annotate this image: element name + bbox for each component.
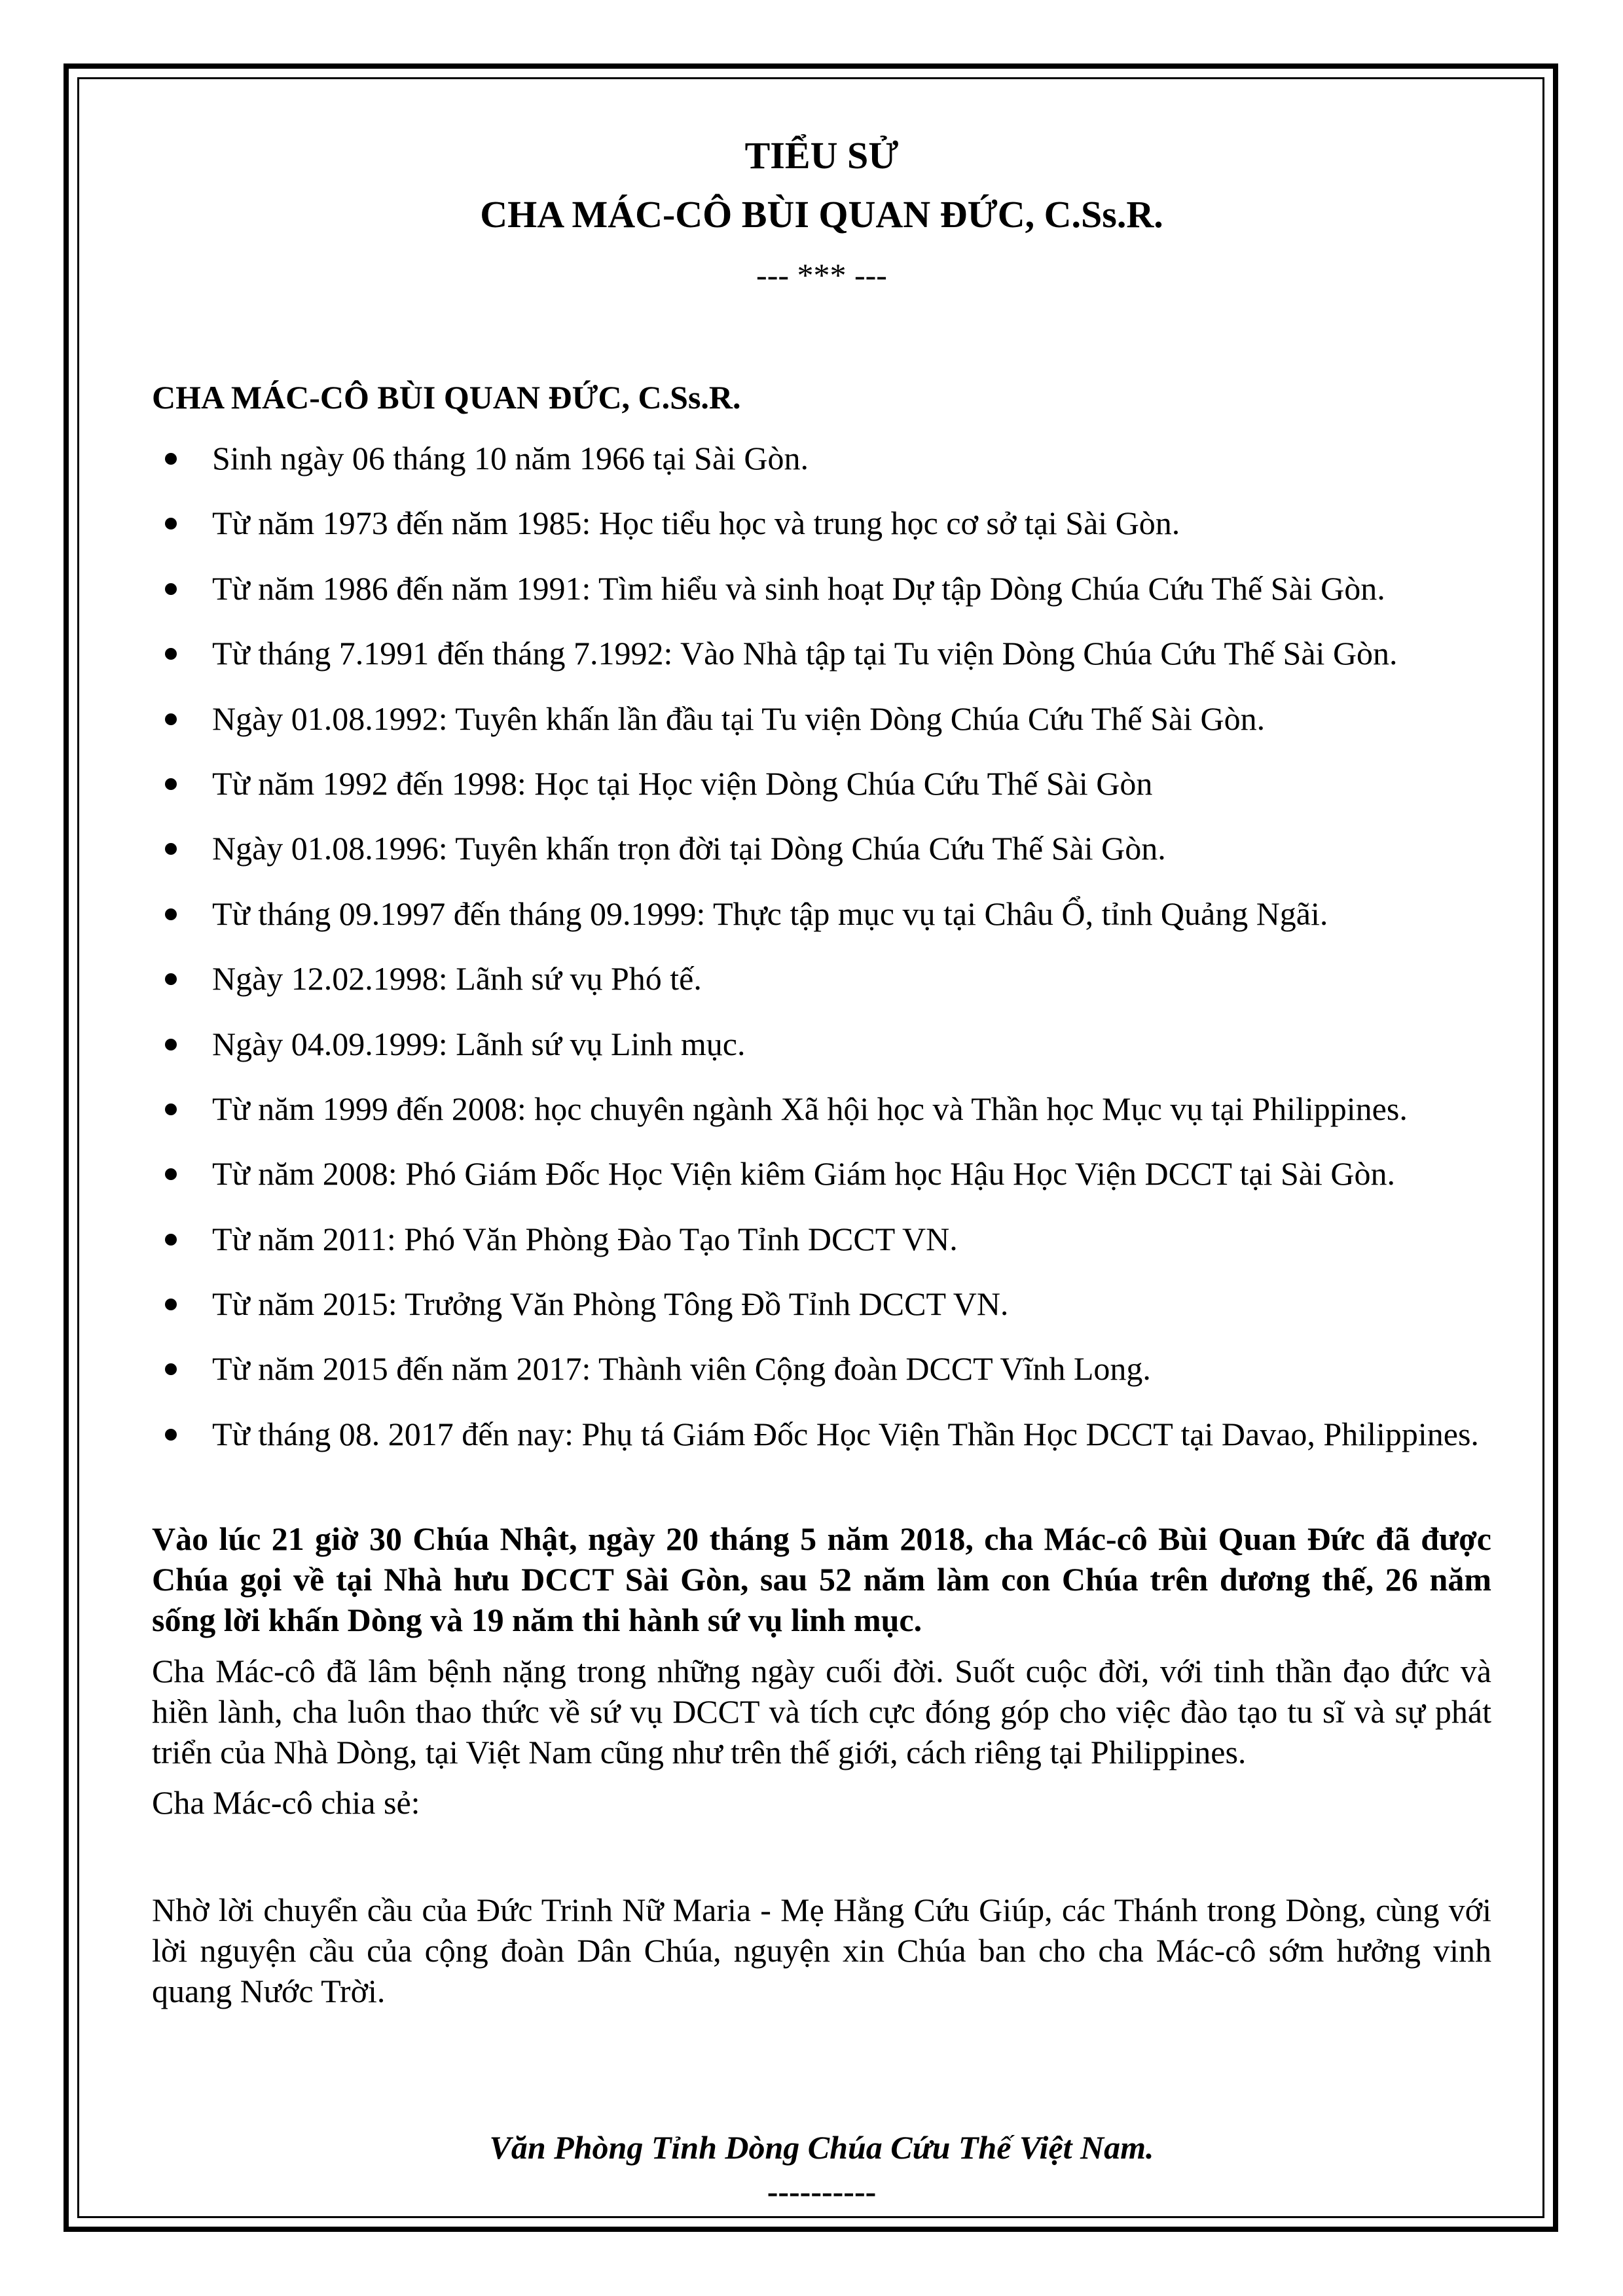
- bullet-icon: [165, 713, 177, 725]
- closing-line: ----------: [767, 2173, 877, 2210]
- list-item: Từ tháng 7.1991 đến tháng 7.1992: Vào Nhà tập tại Tu viện Dòng Chúa Cứu Thế Sài Gòn.: [152, 632, 1491, 674]
- bullet-icon: [165, 1429, 177, 1441]
- list-item: Sinh ngày 06 tháng 10 năm 1966 tại Sài Gòn.: [152, 437, 1491, 479]
- list-item: Từ năm 2008: Phó Giám Đốc Học Viện kiêm Giám học Hậu Học Viện DCCT tại Sài Gòn.: [152, 1153, 1491, 1194]
- body-paragraph: Cha Mác-cô chia sẻ:: [152, 1784, 420, 1821]
- death-announcement: Vào lúc 21 giờ 30 Chúa Nhật, ngày 20 tháng 5 năm 2018, cha Mác-cô Bùi Quan Đức đã được Chúa gọi về tại Nhà hưu DCCT Sài Gòn, sau 52 năm làm con Chúa trên dương thế, 26 năm sống lời khấn Dòng và 19 năm thi hành sứ vụ linh mục.: [152, 1520, 1491, 1638]
- bullet-icon: [165, 908, 177, 920]
- list-item: Ngày 04.09.1999: Lãnh sứ vụ Linh mục.: [152, 1023, 1491, 1065]
- biography-list: [152, 437, 1491, 1478]
- list-item: Ngày 12.02.1998: Lãnh sứ vụ Phó tế.: [152, 958, 1491, 999]
- document-subtitle: CHA MÁC-CÔ BÙI QUAN ĐỨC, C.Ss.R.: [480, 193, 1163, 236]
- bullet-icon: [165, 453, 177, 465]
- bullet-icon: [165, 1234, 177, 1246]
- bullet-icon: [165, 1299, 177, 1310]
- bullet-icon: [165, 1039, 177, 1050]
- title-separator: --- *** ---: [756, 257, 887, 293]
- list-item: Từ năm 1986 đến năm 1991: Tìm hiểu và sinh hoạt Dự tập Dòng Chúa Cứu Thế Sài Gòn.: [152, 567, 1491, 609]
- document-title: TIỂU SỬ: [744, 134, 899, 177]
- bullet-icon: [165, 1103, 177, 1115]
- bullet-icon: [165, 583, 177, 595]
- bullet-icon: [165, 778, 177, 790]
- list-item: Từ năm 2015: Trưởng Văn Phòng Tông Đồ Tỉnh DCCT VN.: [152, 1283, 1491, 1325]
- bullet-icon: [165, 1363, 177, 1375]
- section-heading: CHA MÁC-CÔ BÙI QUAN ĐỨC, C.Ss.R.: [152, 379, 741, 416]
- bullet-icon: [165, 648, 177, 660]
- list-item: Ngày 01.08.1996: Tuyên khấn trọn đời tại Dòng Chúa Cứu Thế Sài Gòn.: [152, 827, 1491, 869]
- list-item: Ngày 01.08.1992: Tuyên khấn lần đầu tại Tu viện Dòng Chúa Cứu Thế Sài Gòn.: [152, 698, 1491, 740]
- prayer-paragraph: Nhờ lời chuyển cầu của Đức Trinh Nữ Maria - Mẹ Hằng Cứu Giúp, các Thánh trong Dòng, cùng với lời nguyện cầu của cộng đoàn Dân Chúa, nguyện xin Chúa ban cho cha Mác-cô sớm hưởng vinh quang Nước Trời.: [152, 1892, 1491, 2009]
- body-paragraph: Cha Mác-cô đã lâm bệnh nặng trong những ngày cuối đời. Suốt cuộc đời, với tinh thần đạo đức và hiền lành, cha luôn thao thức về sứ vụ DCCT và tích cực đóng góp cho việc đào tạo tu sĩ và sự phát triển của Nhà Dòng, tại Việt Nam cũng như trên thế giới, cách riêng tại Philippines.: [152, 1653, 1491, 1770]
- list-item: Từ năm 1992 đến 1998: Học tại Học viện Dòng Chúa Cứu Thế Sài Gòn: [152, 762, 1491, 804]
- bullet-icon: [165, 973, 177, 985]
- list-item: Từ tháng 08. 2017 đến nay: Phụ tá Giám Đốc Học Viện Thần Học DCCT tại Davao, Philippines.: [152, 1413, 1491, 1455]
- list-item: Từ năm 2011: Phó Văn Phòng Đào Tạo Tỉnh DCCT VN.: [152, 1218, 1491, 1260]
- bullet-icon: [165, 1168, 177, 1180]
- signature: Văn Phòng Tỉnh Dòng Chúa Cứu Thế Việt Nam.: [489, 2129, 1154, 2166]
- bullet-icon: [165, 843, 177, 855]
- list-item: Từ năm 2015 đến năm 2017: Thành viên Cộng đoàn DCCT Vĩnh Long.: [152, 1348, 1491, 1390]
- list-item: Từ tháng 09.1997 đến tháng 09.1999: Thực tập mục vụ tại Châu Ổ, tỉnh Quảng Ngãi.: [152, 893, 1491, 935]
- bullet-icon: [165, 518, 177, 529]
- list-item: Từ năm 1999 đến 2008: học chuyên ngành Xã hội học và Thần học Mục vụ tại Philippines.: [152, 1088, 1491, 1130]
- list-item: Từ năm 1973 đến năm 1985: Học tiểu học và trung học cơ sở tại Sài Gòn.: [152, 502, 1491, 544]
